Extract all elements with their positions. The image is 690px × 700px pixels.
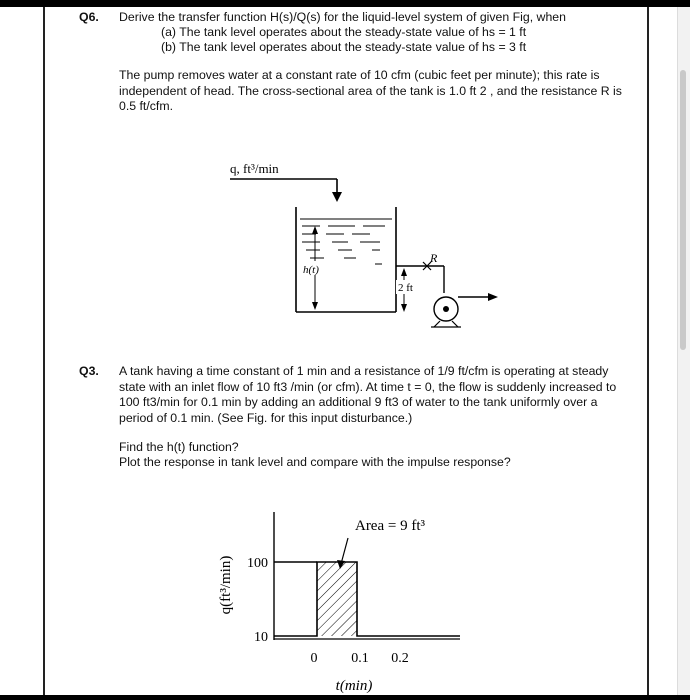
level-arrow-down-icon bbox=[312, 302, 318, 310]
pump-icon bbox=[431, 297, 461, 327]
inflow-label: q, ft³/min bbox=[230, 161, 279, 176]
question-6-prompt: Derive the transfer function H(s)/Q(s) for the liquid-level system of given Fig, when bbox=[119, 10, 566, 24]
question-3-task-1: Find the h(t) function? bbox=[119, 440, 239, 454]
left-page-edge bbox=[43, 7, 45, 695]
x-axis-label: t(min) bbox=[335, 678, 373, 694]
height-arrow-down-icon bbox=[401, 304, 407, 312]
pulse-area bbox=[317, 562, 357, 636]
top-border bbox=[0, 0, 690, 7]
y-tick-label: 10 bbox=[254, 630, 268, 645]
inflow-arrow-icon bbox=[332, 192, 342, 202]
question-6-part-a: (a) The tank level operates about the steady-state value of hs = 1 ft bbox=[161, 25, 527, 39]
bottom-border bbox=[0, 695, 690, 700]
question-6-number: Q6. bbox=[79, 10, 99, 24]
input-disturbance-chart bbox=[190, 500, 460, 695]
series-line bbox=[274, 562, 460, 636]
area-annotation: Area = 9 ft³ bbox=[354, 518, 426, 534]
right-page-edge bbox=[647, 7, 649, 695]
resistance-label: R bbox=[430, 251, 438, 265]
tank bbox=[296, 207, 396, 312]
question-3-number: Q3. bbox=[79, 364, 99, 378]
x-tick-label: 0.2 bbox=[391, 651, 409, 666]
height-arrow-up-icon bbox=[401, 268, 407, 276]
level-label: h(t) bbox=[303, 264, 319, 276]
y-axis-label: q(ft³/min) bbox=[218, 555, 234, 615]
question-6-paragraph: The pump removes water at a constant rate of 10 cfm (cubic feet per minute); this rate is independent of head. The cross-sectional area of the tank is 1.0 ft 2 , and the resistance R is 0.5 ft/cfm. bbox=[119, 68, 622, 113]
question-3-paragraph: A tank having a time constant of 1 min and a resistance of 1/9 ft/cfm is operating at steady state with an inlet flow of 10 ft3 /min (or cfm). At time t = 0, the flow is suddenly increased to 100 ft3/min for 0.1 min by adding an additional 9 ft3 of water to the tank uniformly over a period of 0.1 min. (See Fig. for this input disturbance.) bbox=[119, 364, 617, 425]
liquid-surface bbox=[300, 219, 392, 264]
height-label: 2 ft bbox=[398, 282, 413, 294]
level-arrow-up-icon bbox=[312, 226, 318, 234]
question-3-task-2: Plot the response in tank level and compare with the impulse response? bbox=[119, 455, 511, 469]
y-tick-label: 100 bbox=[247, 556, 268, 571]
x-tick-label: 0 bbox=[310, 651, 318, 666]
question-6-part-b: (b) The tank level operates about the steady-state value of hs = 3 ft bbox=[161, 40, 527, 54]
outflow-arrow-icon bbox=[488, 293, 498, 301]
annotation-pointer bbox=[341, 538, 348, 564]
scrollbar-thumb[interactable] bbox=[680, 70, 686, 350]
x-tick-label: 0.1 bbox=[351, 651, 369, 666]
liquid-level-figure bbox=[220, 152, 510, 342]
